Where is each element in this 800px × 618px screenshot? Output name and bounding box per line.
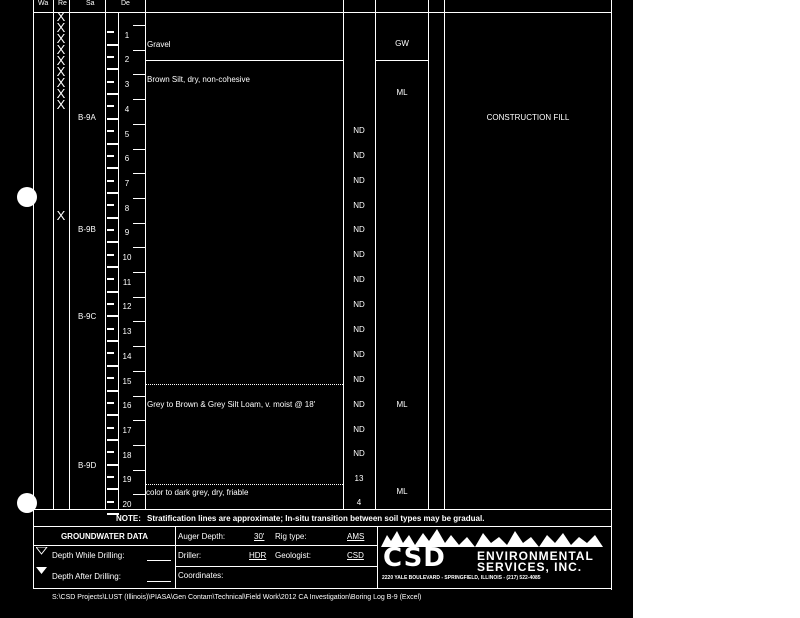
- depth-label: 11: [122, 278, 132, 287]
- logo-name-line1: ENVIRONMENTAL: [477, 549, 594, 563]
- depth-label: 15: [122, 377, 132, 386]
- logo-letters: CSD: [383, 543, 446, 573]
- note-text: Stratification lines are approximate; In-situ transition between soil types may be gradual.: [147, 514, 485, 523]
- pid-reading: ND: [353, 425, 365, 434]
- depth-after-drilling-label: Depth After Drilling:: [52, 572, 121, 581]
- coordinates-label: Coordinates:: [178, 571, 224, 580]
- depth-label: 17: [122, 426, 132, 435]
- company-logo: [379, 527, 610, 587]
- soil-description: Grey to Brown & Grey Silt Loam, v. moist @ 18': [147, 400, 316, 409]
- recovery-mark: X: [56, 86, 66, 101]
- soil-description: Gravel: [147, 40, 171, 49]
- depth-while-drilling-label: Depth While Drilling:: [52, 551, 125, 560]
- recovery-mark: X: [56, 64, 66, 79]
- recovery-mark: X: [56, 208, 66, 223]
- depth-label: 3: [124, 80, 130, 89]
- sample-id: B-9D: [78, 461, 97, 470]
- logo-address: 2220 YALE BOULEVARD - SPRINGFIELD, ILLINOIS - (217) 522-4085: [382, 575, 541, 581]
- recovery-mark: X: [56, 42, 66, 57]
- depth-label: 12: [122, 302, 132, 311]
- recovery-mark: X: [56, 31, 66, 46]
- remarks: CONSTRUCTION FILL: [486, 113, 570, 122]
- rig-type-label: Rig type:: [275, 532, 307, 541]
- pid-reading: ND: [353, 400, 365, 409]
- binder-hole-bottom: [17, 493, 37, 513]
- file-path-footer: S:\CSD Projects\LUST (Illinois)\PIASA\Gen Contam\Technical\Field Work\2012 CA Investigation\Boring Log B-9 (Excel): [52, 594, 422, 601]
- sample-id: B-9B: [78, 225, 96, 234]
- header-col-depth: De: [121, 0, 130, 7]
- uscs-code: ML: [396, 400, 408, 409]
- water-level-while-icon: [36, 547, 48, 555]
- pid-reading: ND: [353, 151, 365, 160]
- depth-label: 20: [122, 500, 132, 509]
- pid-reading: 13: [354, 474, 364, 483]
- depth-label: 16: [122, 401, 132, 410]
- header-col-sample: Sa: [86, 0, 95, 7]
- depth-label: 8: [124, 204, 130, 213]
- rig-type-value: AMS: [347, 532, 365, 541]
- pid-reading: ND: [353, 325, 365, 334]
- driller-label: Driller:: [178, 551, 202, 560]
- depth-label: 13: [122, 327, 132, 336]
- depth-label: 9: [124, 228, 130, 237]
- depth-label: 14: [122, 352, 132, 361]
- note-label: NOTE:: [116, 514, 141, 523]
- header-col-recovery: Re: [58, 0, 67, 7]
- pid-reading: ND: [353, 126, 365, 135]
- uscs-code: ML: [396, 487, 408, 496]
- auger-depth-label: Auger Depth:: [178, 532, 226, 541]
- pid-reading: ND: [353, 275, 365, 284]
- geologist-label: Geologist:: [275, 551, 312, 560]
- groundwater-title: GROUNDWATER DATA: [60, 532, 149, 541]
- sample-id: B-9C: [78, 312, 97, 321]
- pid-reading: ND: [353, 176, 365, 185]
- driller-value: HDR: [249, 551, 267, 560]
- depth-label: 10: [122, 253, 132, 262]
- binder-hole-top: [17, 187, 37, 207]
- depth-label: 2: [124, 55, 130, 64]
- pid-reading: ND: [353, 350, 365, 359]
- pid-reading: ND: [353, 449, 365, 458]
- soil-description: color to dark grey, dry, friable: [146, 488, 249, 497]
- header-col-water: Wa: [38, 0, 49, 7]
- depth-label: 18: [122, 451, 132, 460]
- logo-name-line2: SERVICES, INC.: [477, 560, 583, 574]
- depth-label: 7: [124, 179, 130, 188]
- geologist-value: CSD: [347, 551, 364, 560]
- sample-id: B-9A: [78, 113, 96, 122]
- recovery-mark: X: [56, 75, 66, 90]
- pid-reading: ND: [353, 300, 365, 309]
- depth-label: 4: [124, 105, 130, 114]
- recovery-mark: X: [56, 97, 66, 112]
- uscs-code: GW: [395, 39, 409, 48]
- pid-reading: ND: [353, 201, 365, 210]
- uscs-code: ML: [396, 88, 408, 97]
- pid-reading: ND: [353, 375, 365, 384]
- recovery-mark: X: [56, 20, 66, 35]
- pid-reading: 4: [356, 498, 362, 507]
- depth-label: 6: [124, 154, 130, 163]
- recovery-mark: X: [56, 53, 66, 68]
- auger-depth-value: 30': [254, 532, 265, 541]
- depth-label: 19: [122, 475, 132, 484]
- water-level-after-icon: [36, 567, 48, 575]
- soil-description: Brown Silt, dry, non-cohesive: [147, 75, 251, 84]
- depth-label: 5: [124, 130, 130, 139]
- pid-reading: ND: [353, 250, 365, 259]
- recovery-mark: X: [56, 9, 66, 24]
- depth-label: 1: [124, 31, 130, 40]
- pid-reading: ND: [353, 225, 365, 234]
